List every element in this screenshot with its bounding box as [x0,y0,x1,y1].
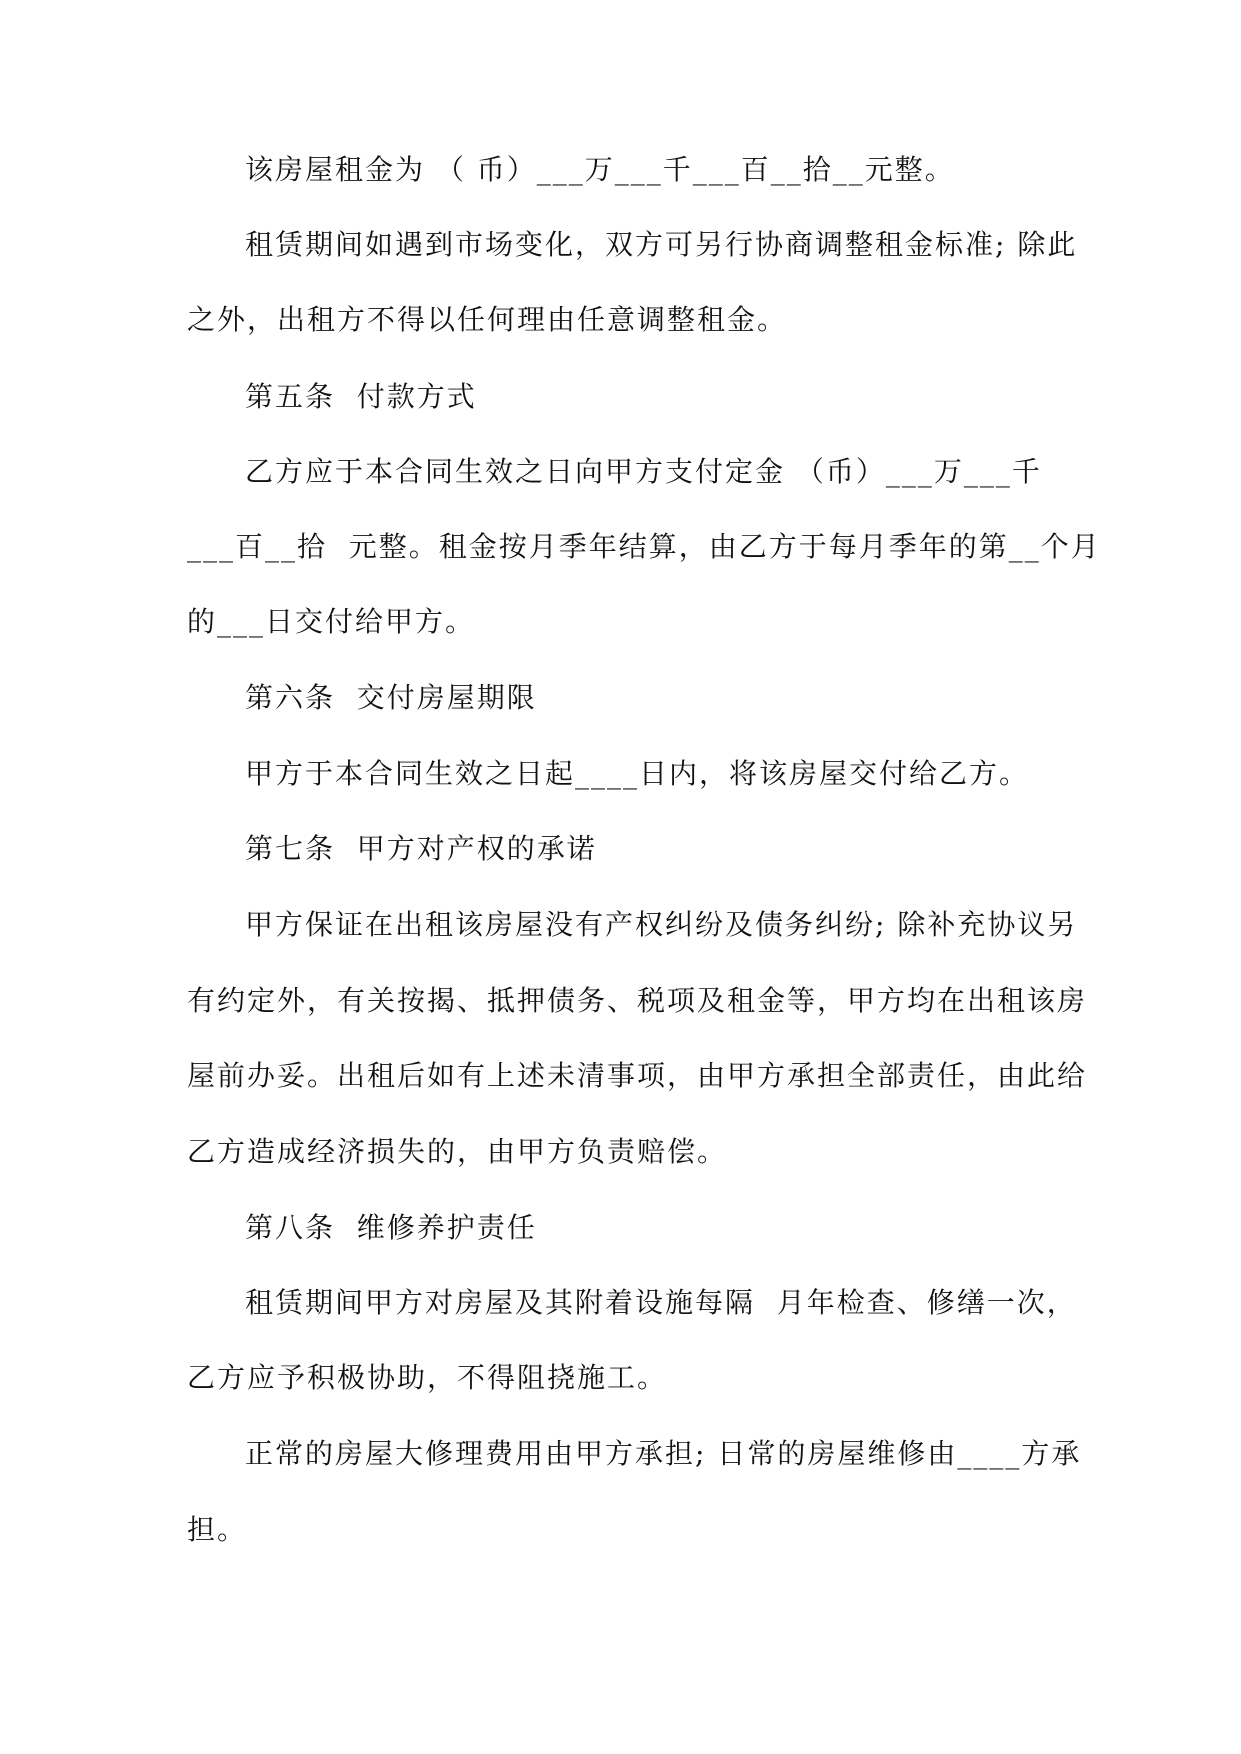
payment-line-1: 乙方应于本合同生效之日向甲方支付定金 （币）___万___千 [245,455,1042,488]
ownership-line-3: 屋前办妥。出租后如有上述未清事项，由甲方承担全部责任，由此给 [187,1059,1088,1092]
rent-amount-line: 该房屋租金为 （ 币）___万___千___百__拾__元整。 [245,153,955,186]
repair-cost-line-1: 正常的房屋大修理费用由甲方承担; 日常的房屋维修由____方承 [245,1437,1082,1470]
article-7-heading: 第七条 甲方对产权的承诺 [245,832,597,865]
ownership-line-2: 有约定外，有关按揭、抵押债务、税项及租金等，甲方均在出租该房 [187,984,1088,1017]
maintenance-line-2: 乙方应予积极协助，不得阻挠施工。 [187,1361,668,1394]
article-6-heading: 第六条 交付房屋期限 [245,681,537,714]
ownership-line-4: 乙方造成经济损失的，由甲方负责赔偿。 [187,1135,728,1168]
ownership-line-1: 甲方保证在出租该房屋没有产权纠纷及债务纠纷; 除补充协议另 [245,908,1078,941]
repair-cost-line-2: 担。 [187,1513,248,1546]
rent-adjust-line-2: 之外，出租方不得以任何理由任意调整租金。 [187,303,788,336]
delivery-line: 甲方于本合同生效之日起____日内，将该房屋交付给乙方。 [245,757,1030,790]
payment-line-2: ___百__拾 元整。租金按月季年结算，由乙方于每月季年的第__个月 [187,530,1101,563]
maintenance-line-1: 租赁期间甲方对房屋及其附着设施每隔 月年检查、修缮一次， [245,1286,1077,1319]
payment-line-3: 的___日交付给甲方。 [187,605,476,638]
rent-adjust-line-1: 租赁期间如遇到市场变化，双方可另行协商调整租金标准; 除此 [245,228,1078,261]
article-8-heading: 第八条 维修养护责任 [245,1211,537,1244]
article-5-heading: 第五条 付款方式 [245,380,477,413]
